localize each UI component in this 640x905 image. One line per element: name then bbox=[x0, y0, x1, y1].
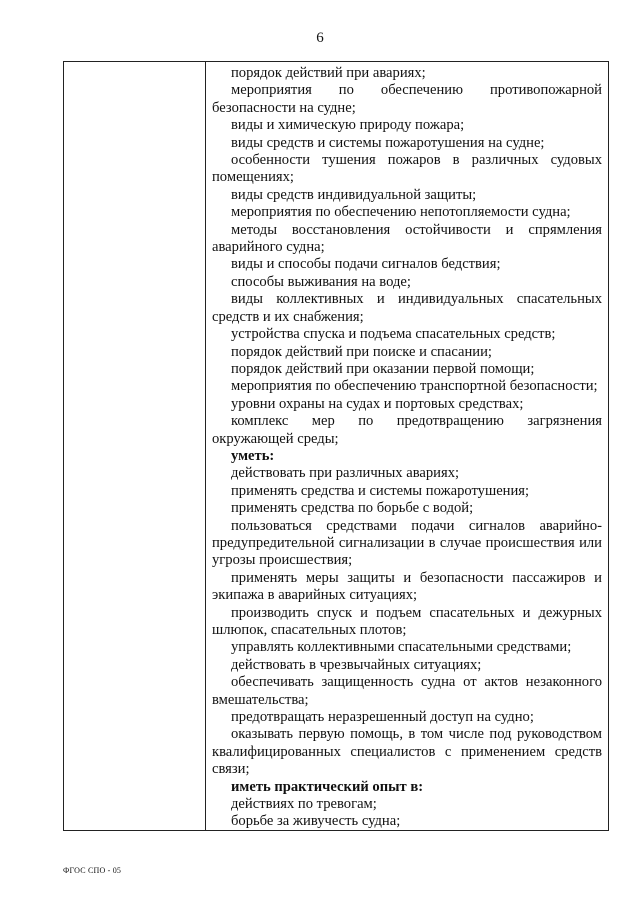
list-item: оказывать первую помощь, в том числе под руководством квалифицированных специалистов с применением средств связи; bbox=[212, 726, 602, 778]
list-item: действовать при различных авариях; bbox=[231, 465, 460, 482]
list-item: мероприятия по обеспечению непотопляемости судна; bbox=[231, 204, 571, 221]
list-item: устройства спуска и подъема спасательных средств; bbox=[231, 326, 556, 343]
page-number: 6 bbox=[316, 30, 324, 46]
list-item: действовать в чрезвычайных ситуациях; bbox=[231, 656, 482, 673]
list-item: действиях по тревогам; bbox=[231, 796, 377, 813]
list-item: методы восстановления остойчивости и спрямления аварийного судна; bbox=[212, 221, 602, 256]
list-item: борьбе за живучесть судна; bbox=[231, 813, 401, 830]
list-item: производить спуск и подъем спасательных и дежурных шлюпок, спасательных плотов; bbox=[212, 604, 602, 638]
list-item: обеспечивать защищенность судна от актов незаконного вмешательства; bbox=[212, 674, 602, 708]
list-item: виды коллективных и индивидуальных спасательных средств и их снабжения; bbox=[212, 291, 602, 325]
list-item: пользоваться средствами подачи сигналов аварийно-предупредительной сигнализации в случае происшествия или угрозы происшествия; bbox=[212, 517, 602, 569]
section-heading: уметь: bbox=[231, 447, 275, 464]
list-item: виды средств и системы пожаротушения на судне; bbox=[231, 134, 545, 151]
list-item: виды и способы подачи сигналов бедствия; bbox=[231, 256, 501, 273]
list-item: комплекс мер по предотвращению загрязнения окружающей среды; bbox=[212, 413, 602, 447]
list-item: уровни охраны на судах и портовых средствах; bbox=[231, 395, 524, 412]
content-table bbox=[63, 61, 609, 831]
list-item: особенности тушения пожаров в различных судовых помещениях; bbox=[212, 152, 602, 186]
list-item: предотвращать неразрешенный доступ на судно; bbox=[231, 709, 534, 726]
list-item: порядок действий при оказании первой помощи; bbox=[231, 360, 535, 377]
list-item: управлять коллективными спасательными средствами; bbox=[231, 639, 572, 656]
list-item: мероприятия по обеспечению транспортной безопасности; bbox=[231, 378, 598, 395]
list-item: виды средств индивидуальной защиты; bbox=[231, 186, 477, 203]
list-item: применять средства и системы пожаротушения; bbox=[231, 482, 530, 499]
list-item: применять средства по борьбе с водой; bbox=[231, 500, 474, 517]
list-item: порядок действий при поиске и спасании; bbox=[231, 343, 492, 360]
list-item: мероприятия по обеспечению противопожарной безопасности на судне; bbox=[212, 82, 602, 116]
list-item: порядок действий при авариях; bbox=[231, 65, 426, 81]
list-item: виды и химическую природу пожара; bbox=[231, 117, 465, 134]
section-heading: иметь практический опыт в: bbox=[231, 778, 424, 795]
list-item: способы выживания на воде; bbox=[231, 273, 411, 290]
list-item: применять меры защиты и безопасности пассажиров и экипажа в аварийных ситуациях; bbox=[212, 569, 602, 604]
table-left-cell bbox=[64, 62, 206, 830]
footer-code: ФГОС СПО - 05 bbox=[63, 866, 122, 875]
table-right-cell bbox=[206, 62, 608, 830]
